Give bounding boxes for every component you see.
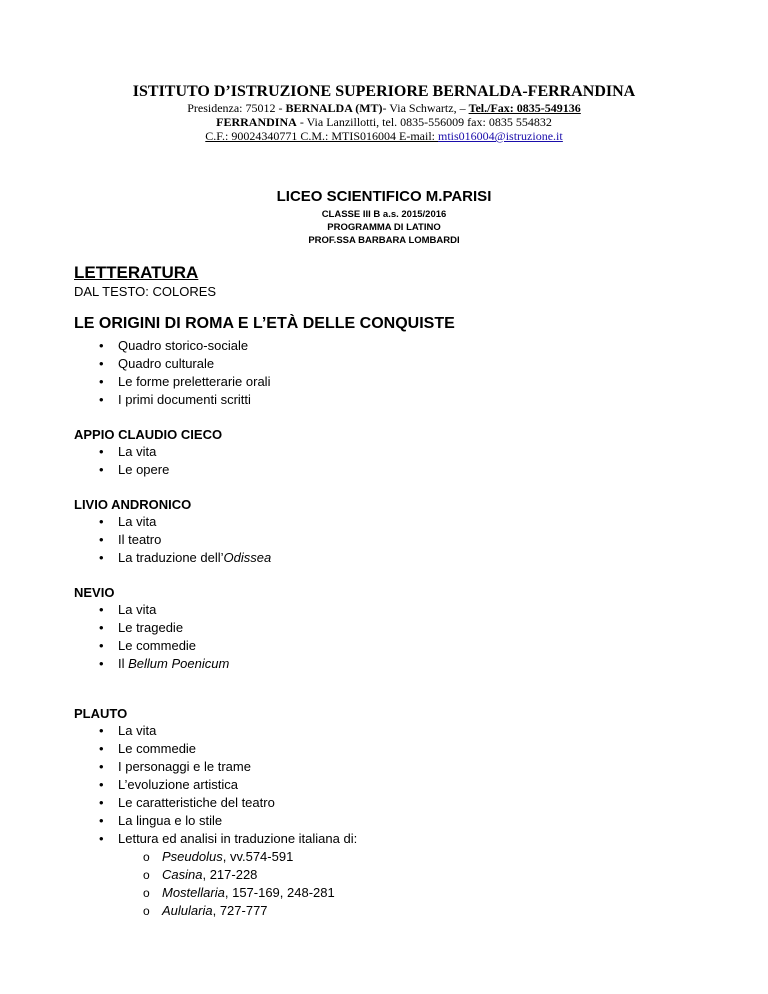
list-item: • Le tragedie [74,619,694,637]
nevio-list [74,601,694,673]
list-item: • Lettura ed analisi in traduzione italiana di: [74,830,694,848]
class-label: CLASSE III B a.s. 2015/2016 [321,209,447,220]
reading-item [74,866,694,884]
list-item: • Le opere [74,461,694,479]
livio-list [74,513,694,567]
author-heading-plauto: PLAUTO [74,706,128,721]
verse-ref: , 217-228 [202,867,258,882]
list-item [74,549,694,567]
school-block [0,188,768,247]
list-item: • La vita [74,601,694,619]
ferrandina-label: FERRANDINA [216,115,297,129]
letterhead-line-1 [0,101,768,115]
work-title: Casina [162,867,203,882]
verse-ref: , 157-169, 248-281 [224,885,335,900]
letterhead-line-3 [0,129,768,143]
author-heading-nevio: NEVIO [74,585,115,600]
program-label: PROGRAMMA DI LATINO [327,222,441,233]
work-title: Bellum Poenicum [128,656,230,671]
list-item [74,655,694,673]
list-item: • Quadro culturale [74,355,694,373]
reading-item [74,848,694,866]
tel-fax: Tel./Fax: 0835-549136 [468,101,581,115]
letterhead-line-2 [0,115,768,129]
list-item: • Le commedie [74,637,694,655]
list-item: • I primi documenti scritti [74,391,694,409]
list-item: • La vita [74,722,694,740]
appio-list [74,443,694,479]
verse-ref: , 727-777 [212,903,268,918]
address-text: - Via Schwartz, – [382,101,469,115]
plauto-readings-list [74,848,694,920]
list-item: • Le caratteristiche del teatro [74,794,694,812]
verse-ref: , vv.574-591 [222,849,294,864]
textbook-label: DAL TESTO: COLORES [74,284,217,299]
author-heading-appio: APPIO CLAUDIO CIECO [74,427,223,442]
reading-item [74,884,694,902]
work-title: Pseudolus [162,849,223,864]
letterhead [0,83,768,143]
institute-name: ISTITUTO D’ISTRUZIONE SUPERIORE BERNALDA-FERRANDINA [132,83,636,100]
teacher-label: PROF.SSA BARBARA LOMBARDI [308,235,460,246]
origini-list [74,337,694,409]
list-item: • La vita [74,443,694,461]
program-content [74,262,694,920]
item-text: La traduzione dell’ [118,550,224,565]
list-item: • Le commedie [74,740,694,758]
presidenza-label: Presidenza: 75012 - [187,101,286,115]
list-item: • I personaggi e le trame [74,758,694,776]
author-heading-livio: LIVIO ANDRONICO [74,497,192,512]
list-item: • Le forme preletterarie orali [74,373,694,391]
codes-text: C.F.: 90024340771 C.M.: MTIS016004 E-mail: [205,129,438,143]
section-heading-letteratura: LETTERATURA [74,263,199,282]
list-item: • L’evoluzione artistica [74,776,694,794]
reading-item [74,902,694,920]
email-link[interactable]: mtis016004@istruzione.it [438,129,563,143]
plauto-list [74,722,694,848]
list-item: • Il teatro [74,531,694,549]
list-item: • La vita [74,513,694,531]
section-heading-origini: LE ORIGINI DI ROMA E L’ETÀ DELLE CONQUISTE [74,315,455,332]
item-text: Il [118,656,129,671]
work-title: Mostellaria [162,885,225,900]
bernalda-label: BERNALDA (MT) [285,101,383,115]
list-item: • La lingua e lo stile [74,812,694,830]
work-title: Aulularia [162,903,213,918]
list-item: • Quadro storico-sociale [74,337,694,355]
ferrandina-contacts: - Via Lanzillotti, tel. 0835-556009 fax: 0835 554832 [296,115,552,129]
work-title: Odissea [223,550,272,565]
school-title: LICEO SCIENTIFICO M.PARISI [276,188,492,205]
